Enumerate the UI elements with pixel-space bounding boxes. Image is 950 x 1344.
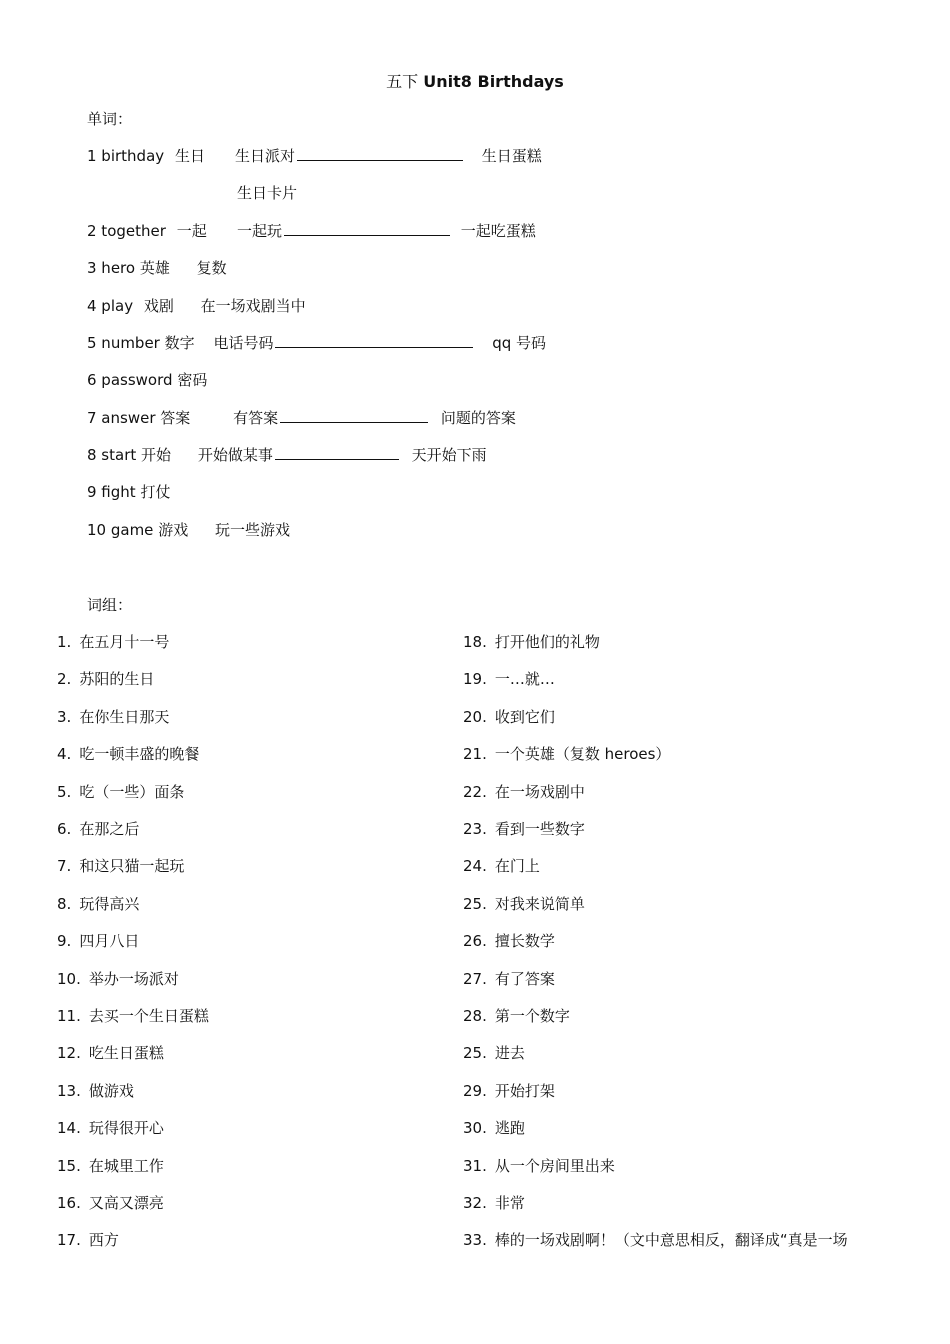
vocab-row-10 (87, 520, 290, 540)
phrase-text: 有了答案 (494, 969, 555, 988)
answer-blank[interactable] (284, 221, 450, 236)
phrase-text: 在五月十一号 (79, 633, 170, 651)
answer-blank[interactable] (275, 333, 473, 348)
phrase-number: 12. (57, 1044, 81, 1063)
phrase-number: 17. (57, 1231, 81, 1250)
phrase-number: 18. (463, 633, 487, 651)
phrase-item (57, 894, 139, 914)
phrase-item (463, 1081, 555, 1101)
vocab-word: 8 start (87, 446, 137, 464)
vocab-row-6 (87, 370, 207, 390)
vocab-phrase: 在一场戏剧当中 (200, 297, 306, 315)
phrase-item (463, 819, 585, 839)
phrase-number: 32. (463, 1194, 487, 1212)
phrase-number: 14. (57, 1119, 81, 1138)
phrase-number: 10. (57, 969, 81, 988)
phrase-number: 23. (463, 820, 487, 838)
phrase-number: 3. (57, 707, 72, 726)
vocab-phrase: 玩一些游戏 (215, 521, 291, 539)
phrase-item (57, 1193, 164, 1213)
phrase-text: 非常 (494, 1194, 525, 1212)
phrase-text: 在城里工作 (88, 1156, 164, 1175)
phrase-text: 进去 (494, 1044, 525, 1063)
title-main: Unit8 Birthdays (423, 72, 564, 91)
phrase-item (463, 632, 600, 652)
phrase-text: 举办一场派对 (88, 969, 179, 988)
vocab-row-1 (87, 146, 205, 166)
phrase-text: 吃一顿丰盛的晚餐 (79, 745, 200, 764)
phrase-item (463, 1043, 525, 1063)
phrase-item (57, 819, 139, 839)
phrase-item (57, 931, 139, 951)
phrase-text: 去买一个生日蛋糕 (88, 1007, 209, 1025)
phrase-text: 四月八日 (79, 932, 140, 951)
vocab-phrase: 生日派对 (235, 147, 296, 165)
vocab-word: 4 play (87, 297, 134, 315)
vocab-word: 9 fight (87, 483, 136, 501)
phrase-text: 玩得很开心 (88, 1119, 164, 1138)
vocab-phrase: 有答案 (233, 409, 279, 427)
phrase-text: 做游戏 (88, 1081, 134, 1100)
phrase-text: 在一场戏剧中 (494, 782, 585, 801)
phrase-text: 逃跑 (494, 1119, 525, 1138)
vocab-word: 6 password (87, 371, 173, 389)
vocab-row-1-extra: 生日卡片 (237, 184, 298, 202)
vocab-word: 5 number (87, 334, 160, 352)
phrase-number: 30. (463, 1119, 487, 1138)
vocab-meaning: 打仗 (140, 483, 171, 501)
phrase-number: 16. (57, 1194, 81, 1212)
phrase-text: 擅长数学 (494, 932, 555, 951)
phrase-number: 4. (57, 745, 72, 764)
phrase-number: 6. (57, 820, 72, 838)
phrase-text: 棒的一场戏剧啊！（文中意思相反，翻译成“真是一场 (494, 1231, 848, 1250)
phrase-item (463, 782, 585, 802)
vocab-phrase: 开始做某事 (197, 446, 273, 464)
vocab-row-2 (87, 221, 207, 241)
vocab-meaning: 游戏 (158, 521, 189, 539)
phrase-number: 26. (463, 932, 487, 951)
phrase-item (463, 1118, 525, 1138)
phrase-number: 20. (463, 707, 487, 726)
vocab-word: 7 answer (87, 409, 156, 427)
phrase-item (57, 744, 199, 764)
phrase-number: 11. (57, 1007, 81, 1025)
phrase-number: 19. (463, 670, 487, 689)
phrase-heading: 词组： (87, 596, 133, 614)
phrase-text: 对我来说简单 (494, 894, 585, 913)
vocab-meaning: 戏剧 (143, 297, 174, 315)
phrase-item (57, 782, 184, 802)
vocab-heading: 单词： (87, 110, 133, 128)
phrase-item (463, 856, 540, 876)
vocab-phrase: 复数 (196, 259, 227, 277)
phrase-text: 吃（一些）面条 (79, 782, 185, 801)
page-title (0, 72, 950, 92)
phrase-number: 15. (57, 1156, 81, 1175)
phrase-item (57, 969, 179, 989)
phrase-item (57, 1006, 209, 1026)
phrase-text: 一…就… (494, 670, 555, 689)
phrase-number: 8. (57, 894, 72, 913)
phrase-item (57, 1081, 134, 1101)
phrase-number: 25. (463, 1044, 487, 1063)
phrase-text: 看到一些数字 (494, 820, 585, 838)
vocab-word: 10 game (87, 521, 154, 539)
vocab-row-7 (87, 408, 516, 428)
answer-blank[interactable] (297, 146, 463, 161)
phrase-item (57, 1230, 119, 1250)
phrase-item (463, 1230, 848, 1250)
phrase-number: 5. (57, 782, 72, 801)
phrase-number: 2. (57, 670, 72, 689)
vocab-row-5 (87, 333, 546, 353)
phrase-text: 苏阳的生日 (79, 670, 155, 689)
phrase-number: 28. (463, 1007, 487, 1025)
vocab-meaning: 密码 (177, 371, 208, 389)
vocab-phrase: 生日蛋糕 (481, 147, 542, 165)
phrase-text: 第一个数字 (494, 1007, 570, 1025)
phrase-item (57, 1118, 164, 1138)
vocab-meaning: 英雄 (139, 259, 170, 277)
phrase-item (57, 856, 184, 876)
phrase-text: 又高又漂亮 (88, 1194, 164, 1212)
phrase-item (463, 1193, 525, 1213)
phrase-item (463, 744, 670, 764)
vocab-word: 2 together (87, 222, 166, 240)
vocab-row-3 (87, 258, 227, 278)
phrase-item (463, 894, 585, 914)
vocab-meaning: 答案 (160, 409, 191, 427)
vocab-word: 1 birthday (87, 147, 165, 165)
phrase-item (463, 669, 555, 689)
phrase-text: 在那之后 (79, 820, 140, 838)
phrase-text: 西方 (88, 1231, 119, 1250)
vocab-meaning: 一起 (176, 222, 207, 240)
vocab-phrase: 天开始下雨 (411, 446, 487, 464)
phrase-number: 7. (57, 857, 72, 876)
phrase-item (463, 1156, 615, 1176)
phrase-number: 21. (463, 745, 487, 764)
phrase-number: 9. (57, 932, 72, 951)
vocab-row-4 (87, 296, 306, 316)
phrase-item (463, 707, 555, 727)
phrase-text: 在你生日那天 (79, 707, 170, 726)
phrase-number: 25. (463, 894, 487, 913)
vocab-phrase: 问题的答案 (440, 409, 516, 427)
phrase-item (57, 1043, 164, 1063)
vocab-word: 3 hero (87, 259, 136, 277)
vocab-row-9 (87, 482, 170, 502)
phrase-item (463, 931, 555, 951)
phrase-text: 和这只猫一起玩 (79, 857, 185, 876)
vocab-meaning: 开始 (141, 446, 172, 464)
vocab-meaning: 生日 (174, 147, 205, 165)
phrase-number: 24. (463, 857, 487, 876)
phrase-text: 吃生日蛋糕 (88, 1044, 164, 1063)
phrase-text: 打开他们的礼物 (494, 633, 600, 651)
phrase-number: 31. (463, 1156, 487, 1175)
answer-blank[interactable] (275, 445, 399, 460)
phrase-text: 在门上 (494, 857, 540, 876)
phrase-number: 1. (57, 633, 72, 651)
phrase-item (57, 669, 154, 689)
phrase-item (463, 969, 555, 989)
phrase-text: 收到它们 (494, 707, 555, 726)
vocab-meaning: 数字 (164, 334, 195, 352)
phrase-number: 27. (463, 969, 487, 988)
vocab-phrase: 一起玩 (237, 222, 283, 240)
vocab-row-2-phrases (237, 221, 536, 241)
vocab-row-1-phrases (235, 146, 542, 166)
vocab-phrase: 电话号码 (213, 334, 274, 352)
phrase-text: 从一个房间里出来 (494, 1156, 615, 1175)
phrase-item (463, 1006, 570, 1026)
vocab-phrase: qq 号码 (492, 334, 547, 352)
title-prefix: 五下 (386, 72, 419, 91)
answer-blank[interactable] (280, 408, 428, 423)
phrase-item (57, 632, 169, 652)
phrase-text: 一个英雄（复数 heroes） (494, 745, 671, 764)
phrase-number: 33. (463, 1231, 487, 1250)
phrase-text: 开始打架 (494, 1081, 555, 1100)
phrase-number: 22. (463, 782, 487, 801)
phrase-item (57, 1156, 164, 1176)
phrase-text: 玩得高兴 (79, 894, 140, 913)
phrase-item (57, 707, 169, 727)
phrase-number: 29. (463, 1081, 487, 1100)
vocab-phrase: 一起吃蛋糕 (460, 222, 536, 240)
phrase-number: 13. (57, 1081, 81, 1100)
vocab-row-8 (87, 445, 487, 465)
